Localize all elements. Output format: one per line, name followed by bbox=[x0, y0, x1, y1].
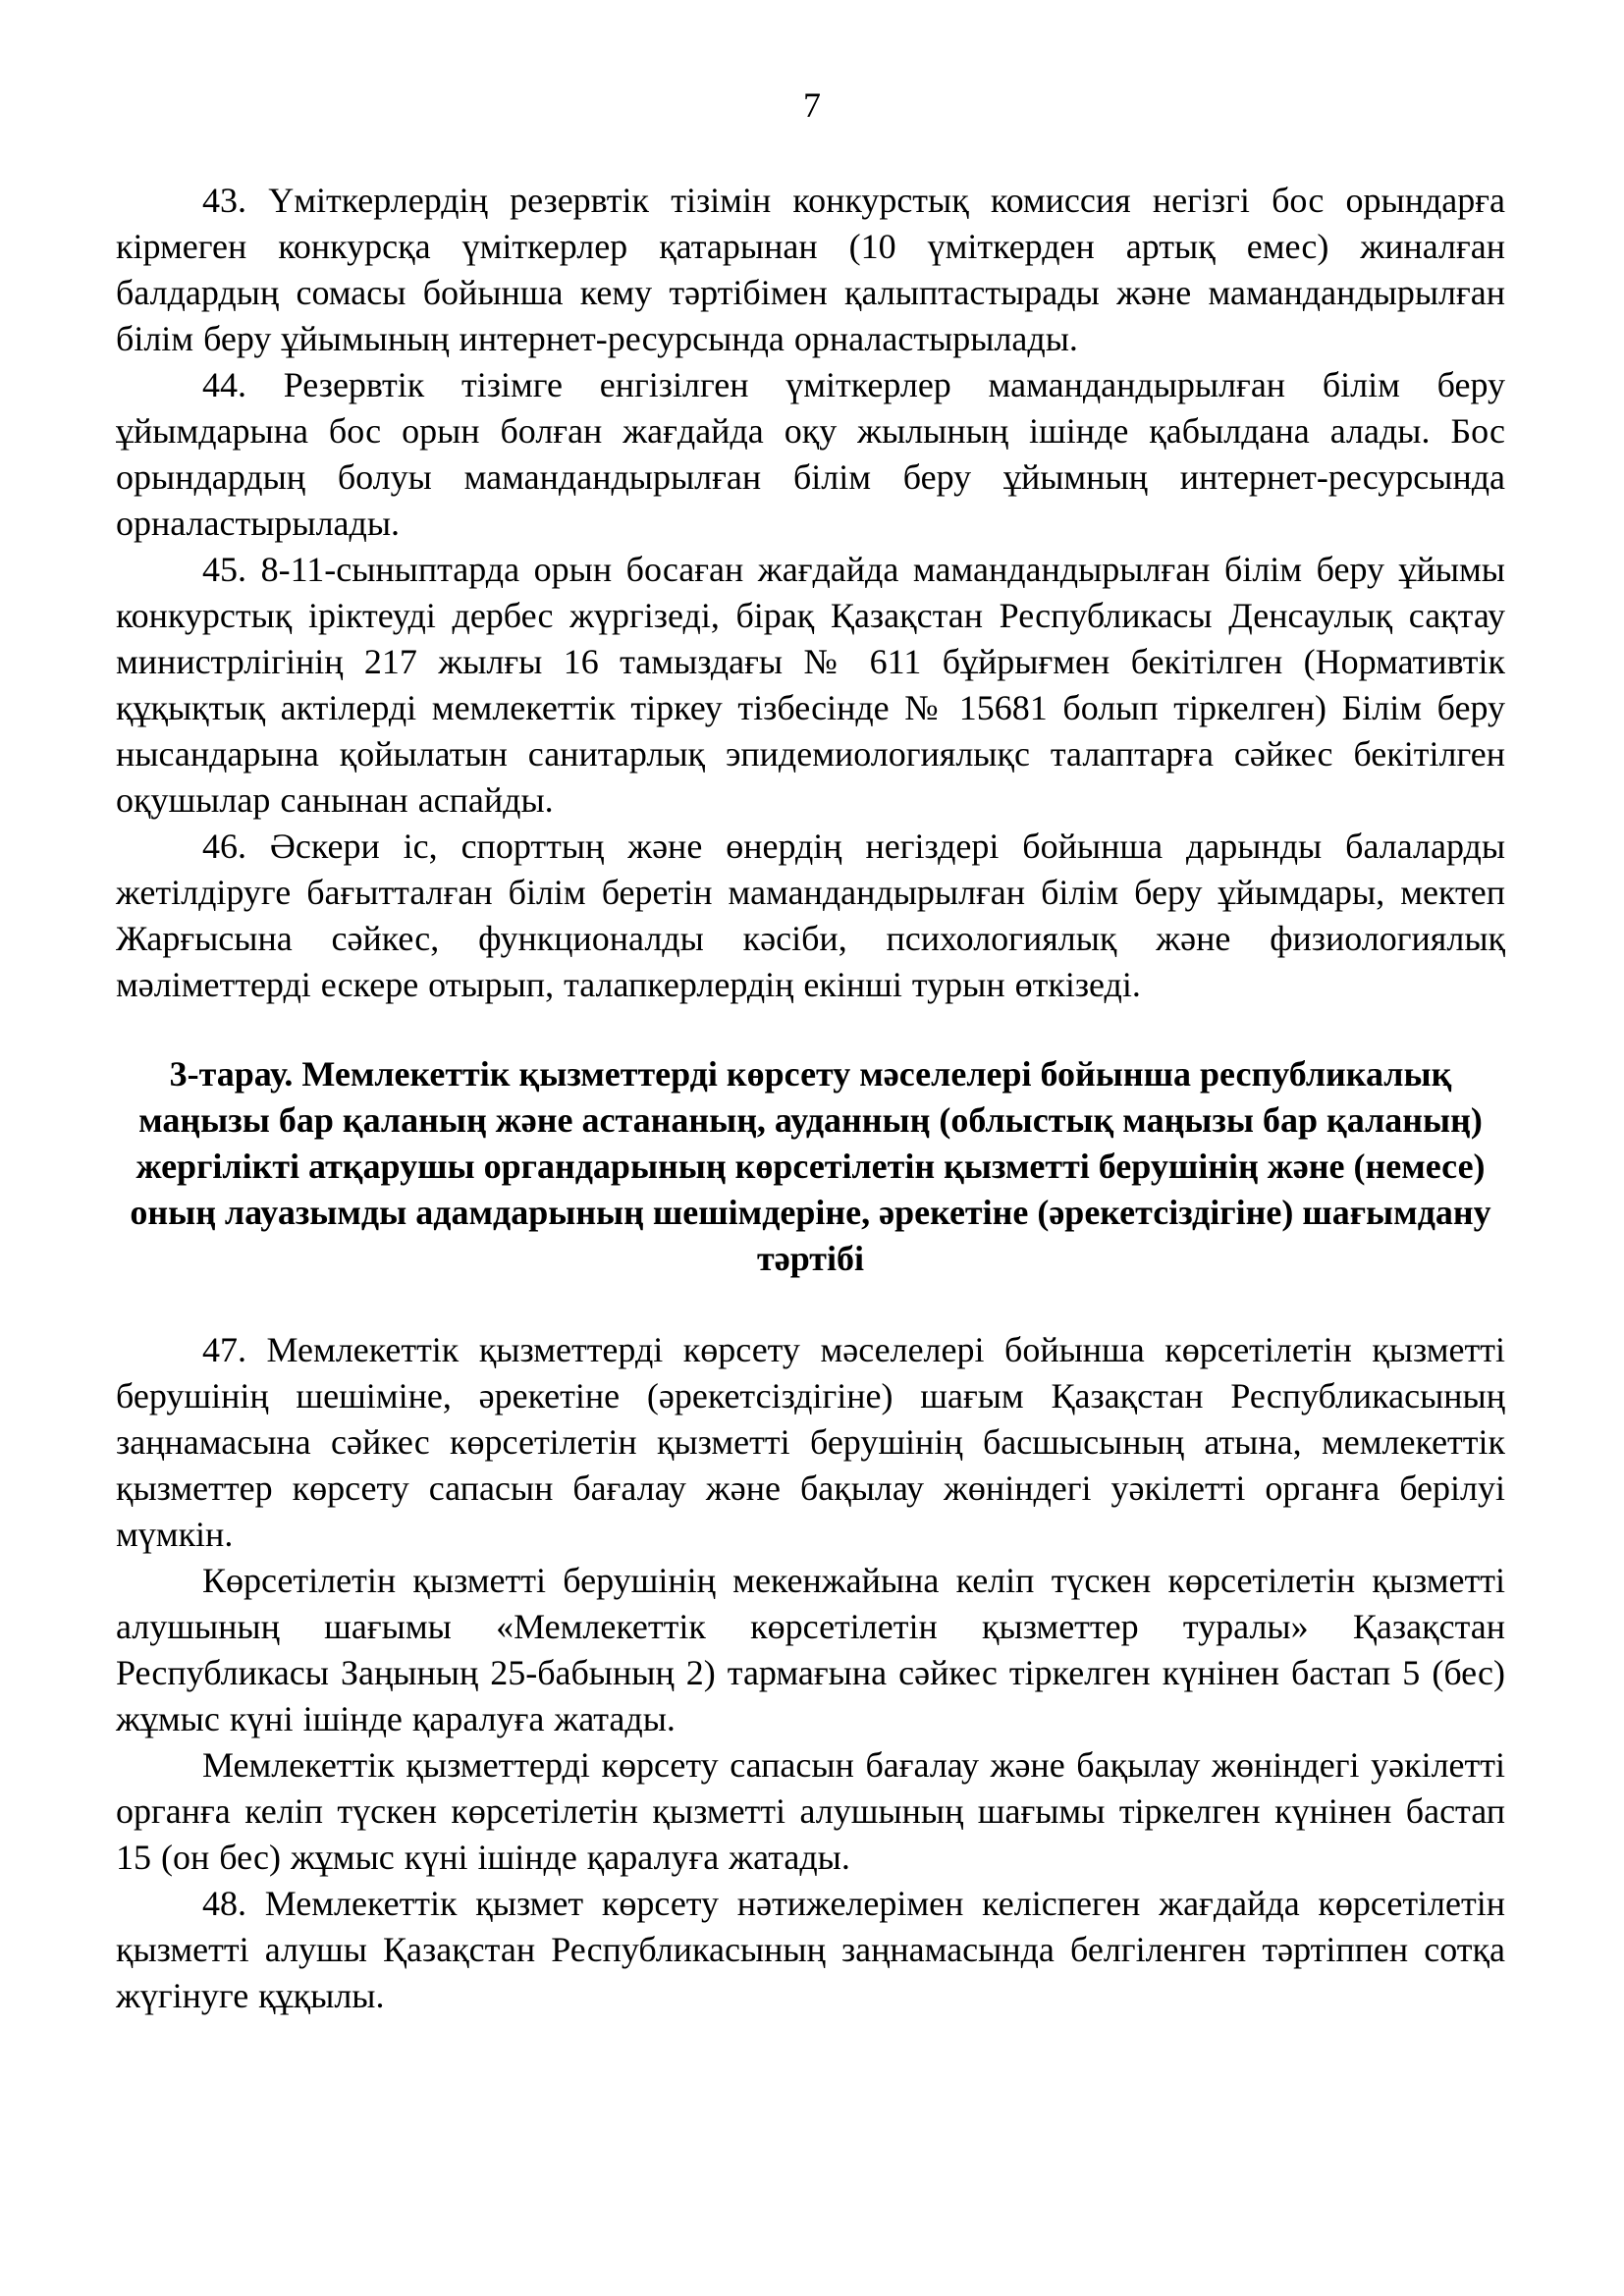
page-number: 7 bbox=[803, 85, 821, 125]
paragraph-43: 43. Үміткерлердің резервтік тізімін конкурстық комиссия негізгі бос орындарға кірмеген конкурсқа үміткерлер қатарынан (10 үміткерден артық емес) жиналған балдардың сомасы бойынша кему тәртібімен қалыптастырады және мамандандырылған білім беру ұйымының интернет-ресурсында орналастырылады. bbox=[116, 181, 1505, 358]
paragraph-47-authority-complaint: Мемлекеттік қызметтерді көрсету сапасын бағалау және бақылау жөніндегі уәкілетті органға келіп түскен көрсетілетін қызметті алушының шағымы тіркелген күнінен бастап 15 (он бес) жұмыс күні ішінде қаралуға жатады. bbox=[116, 1745, 1505, 1877]
chapter-3-heading: 3-тарау. Мемлекеттік қызметтерді көрсету мәселелері бойынша республикалық маңызы бар қаланың және астананың, ауданның (облыстық маңызы бар қаланың) жергілікті атқарушы органдарының көрсетілетін қызметті берушінің және (немесе) оның лауазымды адамдарының шешімдеріне, әрекетіне (әрекетсіздігіне) шағымдану тәртібі bbox=[130, 1054, 1491, 1278]
paragraph-45: 45. 8-11-сыныптарда орын босаған жағдайда мамандандырылған білім беру ұйымы конкурстық іріктеуді дербес жүргізеді, бірақ Қазақстан Республикасы Денсаулық сақтау министрлігінің 217 жылғы 16 тамыздағы № 611 бұйрығмен бекітілген (Нормативтік құқықтық актілерді мемлекеттік тіркеу тізбесінде № 15681 болып тіркелген) Білім беру нысандарына қойылатын санитарлық эпидемиологиялықс талаптарға сәйкес бекітілген оқушылар санынан аспайды. bbox=[116, 550, 1505, 820]
document-body bbox=[116, 178, 1505, 2019]
paragraph-47: 47. Мемлекеттік қызметтерді көрсету мәселелері бойынша көрсетілетін қызметті берушінің шешіміне, әрекетіне (әрекетсіздігіне) шағым Қазақстан Республикасының заңнамасына сәйкес көрсетілетін қызметті берушінің басшысының атына, мемлекеттік қызметтер көрсету сапасын бағалау және бақылау жөніндегі уәкілетті органға берілуі мүмкін. bbox=[116, 1330, 1505, 1554]
paragraph-44: 44. Резервтік тізімге енгізілген үміткерлер мамандандырылған білім беру ұйымдарына бос орын болған жағдайда оқу жылының ішінде қабылдана алады. Бос орындардың болуы мамандандырылған білім беру ұйымның интернет-ресурсында орналастырылады. bbox=[116, 365, 1505, 543]
paragraph-46: 46. Әскери іс, спорттың және өнердің негіздері бойынша дарынды балаларды жетілдіруге бағытталған білім беретін мамандандырылған білім беру ұйымдары, мектеп Жарғысына сәйкес, функционалды кәсіби, психологиялық және физиологиялық мәліметтерді ескере отырып, талапкерлердің екінші турын өткізеді. bbox=[116, 827, 1505, 1004]
paragraph-47-provider-complaint: Көрсетілетін қызметті берушінің мекенжайына келіп түскен көрсетілетін қызметті алушының шағымы «Мемлекеттік көрсетілетін қызметтер туралы» Қазақстан Республикасы Заңының 25-бабының 2) тармағына сәйкес тіркелген күнінен бастап 5 (бес) жұмыс күні ішінде қаралуға жатады. bbox=[116, 1561, 1505, 1738]
paragraph-48: 48. Мемлекеттік қызмет көрсету нәтижелерімен келіспеген жағдайда көрсетілетін қызметті алушы Қазақстан Республикасының заңнамасында белгіленген тәртіппен сотқа жүгінуге құқылы. bbox=[116, 1884, 1505, 2015]
